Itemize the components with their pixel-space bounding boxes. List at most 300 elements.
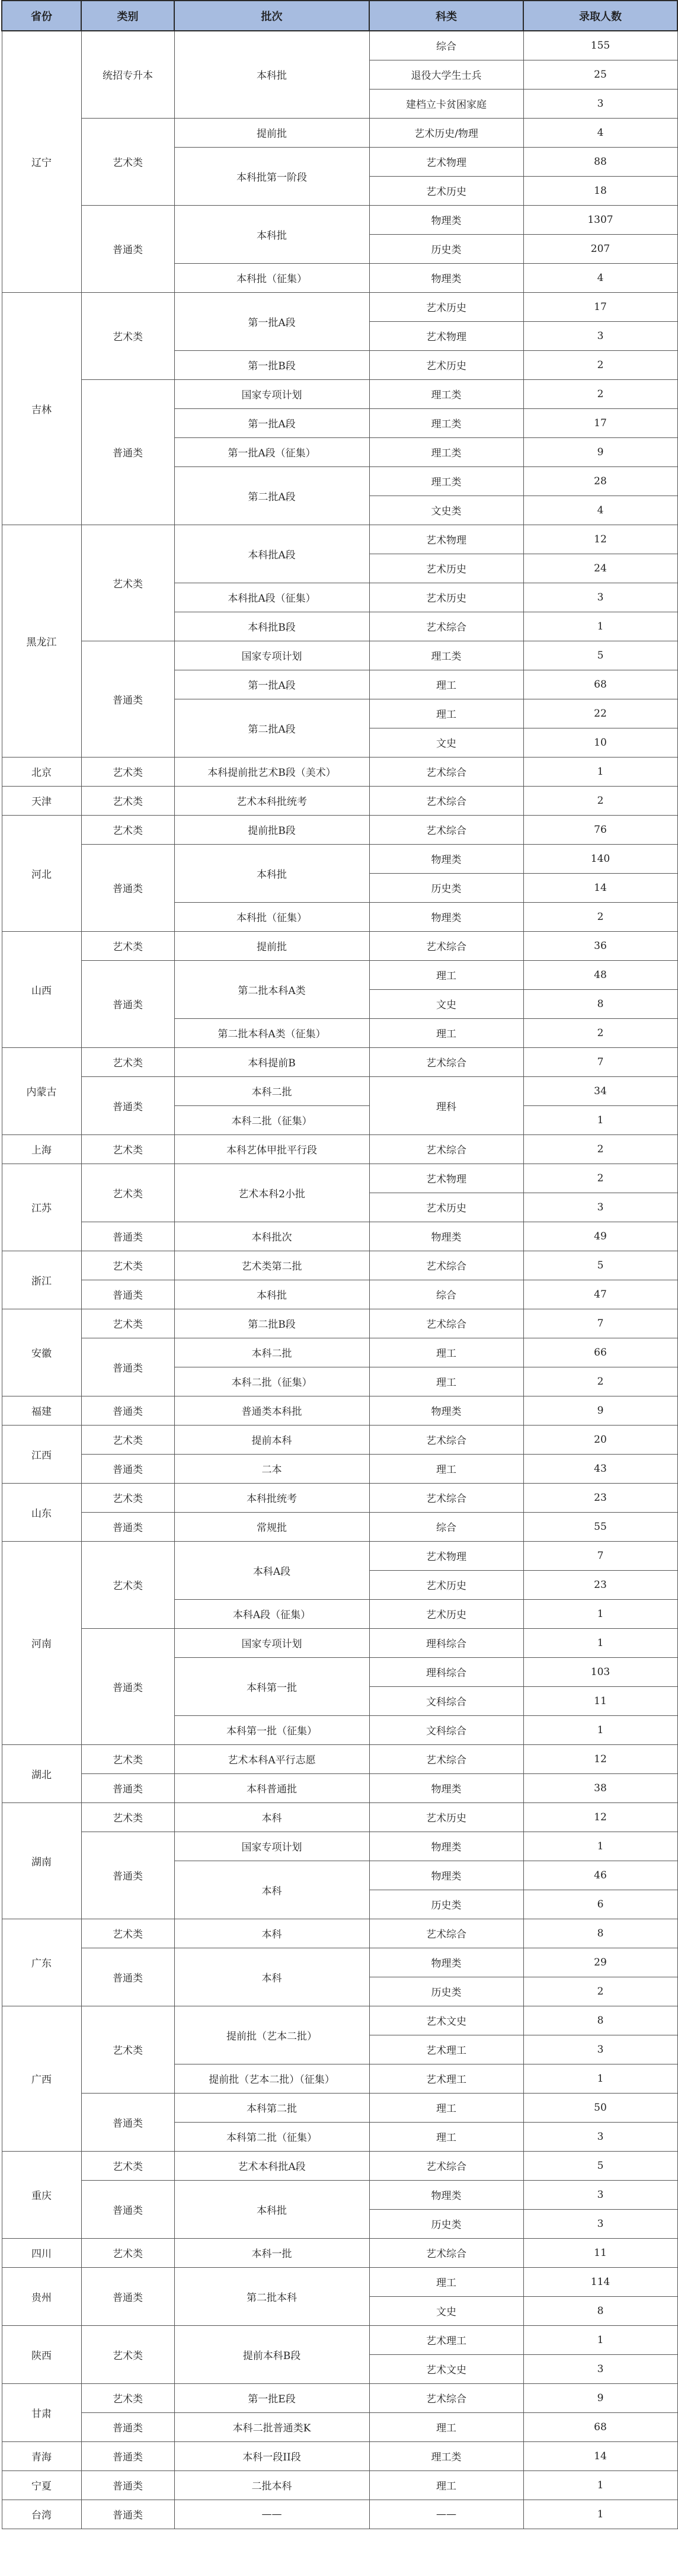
batch-cell: 本科 [174,1948,369,2006]
subject-cell: 物理类 [369,1222,523,1251]
count-cell: 3 [523,321,677,350]
table-row [2,2238,677,2267]
table-row [2,1280,677,1309]
subject-cell: 艺术综合 [369,2151,523,2180]
count-cell: 5 [523,2151,677,2180]
table-row [2,1832,677,1861]
batch-cell: 本科 [174,1919,369,1948]
subject-cell: 退役大学生士兵 [369,60,523,89]
batch-cell: 提前批 [174,118,369,147]
count-cell: 7 [523,1309,677,1338]
province-cell: 福建 [2,1396,81,1425]
count-cell: 68 [523,2412,677,2441]
category-cell: 普通类 [81,2441,174,2470]
count-cell: 28 [523,466,677,496]
category-cell: 普通类 [81,2500,174,2529]
subject-cell: 艺术综合 [369,786,523,815]
subject-cell: 文史 [369,989,523,1018]
subject-cell: 理工 [369,2267,523,2296]
table-row [2,379,677,408]
table-body [2,31,677,2529]
batch-cell: 第二批A段 [174,466,369,525]
subject-cell: 艺术物理 [369,147,523,176]
count-cell: 3 [523,2209,677,2238]
count-cell: 3 [523,89,677,118]
province-cell: 江苏 [2,1164,81,1251]
batch-cell: 本科批 [174,2180,369,2238]
province-cell: 台湾 [2,2500,81,2529]
subject-cell: 理工类 [369,2441,523,2470]
province-cell: 广东 [2,1919,81,2006]
count-cell: 2 [523,1977,677,2006]
category-cell: 艺术类 [81,2238,174,2267]
subject-cell: 理工类 [369,379,523,408]
batch-cell: 第一批B段 [174,350,369,379]
batch-cell: 本科二批 [174,1076,369,1105]
subject-cell: 艺术物理 [369,1164,523,1193]
batch-cell: 本科提前批艺术B段（美术） [174,757,369,786]
count-cell: 46 [523,1861,677,1890]
batch-cell: 本科批A段 [174,525,369,583]
subject-cell: 理工 [369,2470,523,2500]
subject-cell: 艺术综合 [369,757,523,786]
subject-cell: 艺术历史 [369,176,523,205]
batch-cell: 本科普通批 [174,1773,369,1802]
batch-cell: 提前批（艺本二批）（征集） [174,2064,369,2093]
count-cell: 24 [523,554,677,583]
category-cell: 艺术类 [81,1483,174,1512]
batch-cell: 本科艺体甲批平行段 [174,1134,369,1164]
table-row [2,1425,677,1454]
subject-cell: 艺术文史 [369,2354,523,2383]
header-batch: 批次 [174,1,369,31]
count-cell: 103 [523,1657,677,1686]
batch-cell: 本科批 [174,31,369,118]
table-row [2,292,677,321]
province-cell: 广西 [2,2006,81,2151]
subject-cell: 艺术综合 [369,612,523,641]
batch-cell: 普通类本科批 [174,1396,369,1425]
province-cell: 贵州 [2,2267,81,2325]
count-cell: 12 [523,1802,677,1832]
table-row [2,31,677,60]
subject-cell: 艺术综合 [369,1309,523,1338]
subject-cell: 理工 [369,670,523,699]
admission-table [1,0,678,2529]
count-cell: 2 [523,1018,677,1047]
category-cell: 艺术类 [81,1164,174,1222]
subject-cell: 艺术综合 [369,1251,523,1280]
count-cell: 8 [523,2006,677,2035]
category-cell: 艺术类 [81,1134,174,1164]
count-cell: 3 [523,2180,677,2209]
table-row [2,1773,677,1802]
subject-cell: 艺术综合 [369,2383,523,2412]
count-cell: 18 [523,176,677,205]
table-row [2,2093,677,2122]
table-row [2,2500,677,2529]
batch-cell: 本科A段 [174,1541,369,1599]
category-cell: 艺术类 [81,815,174,844]
table-row [2,1338,677,1367]
category-cell: 普通类 [81,1454,174,1483]
province-cell: 湖南 [2,1802,81,1919]
count-cell: 17 [523,408,677,437]
category-cell: 普通类 [81,2093,174,2151]
table-row [2,1628,677,1657]
subject-cell: 理工 [369,1454,523,1483]
subject-cell: 艺术物理 [369,525,523,554]
category-cell: 艺术类 [81,1744,174,1773]
subject-cell: 艺术历史 [369,292,523,321]
table-row [2,1396,677,1425]
batch-cell: 常规批 [174,1512,369,1541]
category-cell: 艺术类 [81,1309,174,1338]
subject-cell: 艺术理工 [369,2064,523,2093]
subject-cell: 艺术综合 [369,1134,523,1164]
count-cell: 49 [523,1222,677,1251]
table-row [2,844,677,873]
table-row [2,1483,677,1512]
subject-cell: 艺术历史 [369,1193,523,1222]
category-cell: 普通类 [81,844,174,931]
count-cell: 38 [523,1773,677,1802]
count-cell: 1 [523,2325,677,2354]
subject-cell: 艺术理工 [369,2325,523,2354]
batch-cell: 第一批A段 [174,670,369,699]
count-cell: 9 [523,2383,677,2412]
province-cell: 江西 [2,1425,81,1483]
province-cell: 天津 [2,786,81,815]
category-cell: 普通类 [81,2267,174,2325]
table-row [2,205,677,234]
count-cell: 4 [523,496,677,525]
batch-cell: 本科A段（征集） [174,1599,369,1628]
batch-cell: 本科批A段（征集） [174,583,369,612]
category-cell: 艺术类 [81,1802,174,1832]
count-cell: 1 [523,1628,677,1657]
table-row [2,2151,677,2180]
count-cell: 55 [523,1512,677,1541]
count-cell: 10 [523,728,677,757]
province-cell: 河南 [2,1541,81,1744]
table-row [2,1076,677,1105]
category-cell: 普通类 [81,960,174,1047]
batch-cell: 本科二批（征集） [174,1367,369,1396]
subject-cell: 物理类 [369,1948,523,1977]
subject-cell: 文科综合 [369,1686,523,1715]
count-cell: 68 [523,670,677,699]
batch-cell: 本科一批 [174,2238,369,2267]
category-cell: 普通类 [81,1280,174,1309]
count-cell: 20 [523,1425,677,1454]
table-row [2,1047,677,1076]
subject-cell: 理工类 [369,408,523,437]
province-cell: 湖北 [2,1744,81,1802]
province-cell: 陕西 [2,2325,81,2383]
table-row [2,1919,677,1948]
province-cell: 山东 [2,1483,81,1541]
count-cell: 1 [523,1599,677,1628]
count-cell: 1 [523,2064,677,2093]
table-row [2,960,677,989]
province-cell: 宁夏 [2,2470,81,2500]
category-cell: 艺术类 [81,786,174,815]
batch-cell: 第二批本科 [174,2267,369,2325]
category-cell: 艺术类 [81,2325,174,2383]
batch-cell: 本科批B段 [174,612,369,641]
batch-cell: 提前批（艺本二批） [174,2006,369,2064]
count-cell: 12 [523,1744,677,1773]
category-cell: 艺术类 [81,1251,174,1280]
subject-cell: 历史类 [369,1977,523,2006]
batch-cell: 二本 [174,1454,369,1483]
count-cell: 2 [523,1367,677,1396]
table-row [2,2006,677,2035]
count-cell: 2 [523,1164,677,1193]
province-cell: 河北 [2,815,81,931]
subject-cell: 文科综合 [369,1715,523,1744]
count-cell: 5 [523,641,677,670]
subject-cell: 理工 [369,1018,523,1047]
batch-cell: 本科批统考 [174,1483,369,1512]
subject-cell: 艺术物理 [369,1541,523,1570]
count-cell: 114 [523,2267,677,2296]
subject-cell: 理工 [369,1338,523,1367]
batch-cell: 第一批A段（征集） [174,437,369,466]
subject-cell: 文史类 [369,496,523,525]
count-cell: 17 [523,292,677,321]
subject-cell: 艺术综合 [369,815,523,844]
table-row [2,2180,677,2209]
table-row [2,786,677,815]
count-cell: 5 [523,1251,677,1280]
admission-table-container [1,0,677,2529]
subject-cell: 艺术历史/物理 [369,118,523,147]
batch-cell: 国家专项计划 [174,379,369,408]
count-cell: 50 [523,2093,677,2122]
subject-cell: 综合 [369,31,523,60]
batch-cell: 第二批本科A类（征集） [174,1018,369,1047]
count-cell: 2 [523,1134,677,1164]
subject-cell: 物理类 [369,2180,523,2209]
count-cell: 48 [523,960,677,989]
subject-cell: 历史类 [369,2209,523,2238]
count-cell: 2 [523,379,677,408]
province-cell: 四川 [2,2238,81,2267]
subject-cell: —— [369,2500,523,2529]
table-row [2,2412,677,2441]
subject-cell: 理科综合 [369,1628,523,1657]
subject-cell: 理工 [369,2093,523,2122]
batch-cell: 本科 [174,1861,369,1919]
count-cell: 4 [523,263,677,292]
count-cell: 140 [523,844,677,873]
batch-cell: 国家专项计划 [174,1832,369,1861]
batch-cell: 提前本科 [174,1425,369,1454]
count-cell: 25 [523,60,677,89]
batch-cell: 艺术本科A平行志愿 [174,1744,369,1773]
count-cell: 2 [523,786,677,815]
subject-cell: 艺术历史 [369,1802,523,1832]
subject-cell: 物理类 [369,1861,523,1890]
subject-cell: 艺术历史 [369,583,523,612]
subject-cell: 物理类 [369,205,523,234]
count-cell: 4 [523,118,677,147]
table-row [2,2325,677,2354]
category-cell: 普通类 [81,641,174,757]
count-cell: 7 [523,1047,677,1076]
category-cell: 艺术类 [81,931,174,960]
province-cell: 重庆 [2,2151,81,2238]
subject-cell: 艺术综合 [369,1425,523,1454]
subject-cell: 综合 [369,1512,523,1541]
category-cell: 普通类 [81,1512,174,1541]
subject-cell: 艺术综合 [369,931,523,960]
count-cell: 14 [523,2441,677,2470]
batch-cell: 本科 [174,1802,369,1832]
province-cell: 吉林 [2,292,81,525]
province-cell: 安徽 [2,1309,81,1396]
count-cell: 1 [523,2470,677,2500]
subject-cell: 理科综合 [369,1657,523,1686]
count-cell: 8 [523,2296,677,2325]
subject-cell: 物理类 [369,844,523,873]
category-cell: 艺术类 [81,2006,174,2093]
province-cell: 甘肃 [2,2383,81,2441]
category-cell: 普通类 [81,205,174,292]
category-cell: 普通类 [81,1628,174,1744]
subject-cell: 综合 [369,1280,523,1309]
province-cell: 黑龙江 [2,525,81,757]
category-cell: 艺术类 [81,2383,174,2412]
count-cell: 36 [523,931,677,960]
subject-cell: 理工 [369,2122,523,2151]
count-cell: 47 [523,1280,677,1309]
count-cell: 2 [523,350,677,379]
batch-cell: 第二批本科A类 [174,960,369,1018]
table-row [2,1251,677,1280]
count-cell: 3 [523,2122,677,2151]
count-cell: 1 [523,1105,677,1134]
table-row [2,1512,677,1541]
category-cell: 艺术类 [81,1919,174,1948]
subject-cell: 理工 [369,2412,523,2441]
table-row [2,1309,677,1338]
category-cell: 普通类 [81,1773,174,1802]
subject-cell: 艺术综合 [369,1047,523,1076]
batch-cell: 本科第二批（征集） [174,2122,369,2151]
count-cell: 43 [523,1454,677,1483]
count-cell: 9 [523,1396,677,1425]
table-row [2,2441,677,2470]
category-cell: 艺术类 [81,1047,174,1076]
count-cell: 6 [523,1890,677,1919]
table-row [2,1134,677,1164]
batch-cell: 艺术本科批统考 [174,786,369,815]
count-cell: 9 [523,437,677,466]
table-row [2,1164,677,1193]
header-count: 录取人数 [523,1,677,31]
batch-cell: 二批本科 [174,2470,369,2500]
subject-cell: 艺术历史 [369,1599,523,1628]
subject-cell: 艺术文史 [369,2006,523,2035]
subject-cell: 理工类 [369,641,523,670]
batch-cell: 本科批 [174,844,369,902]
count-cell: 29 [523,1948,677,1977]
subject-cell: 艺术理工 [369,2035,523,2064]
subject-cell: 文史 [369,728,523,757]
batch-cell: 国家专项计划 [174,641,369,670]
header-province: 省份 [2,1,81,31]
batch-cell: 本科二批 [174,1338,369,1367]
batch-cell: 本科第一批（征集） [174,1715,369,1744]
table-row [2,1802,677,1832]
table-row [2,525,677,554]
batch-cell: 第二批B段 [174,1309,369,1338]
subject-cell: 艺术综合 [369,1744,523,1773]
batch-cell: 第二批A段 [174,699,369,757]
province-cell: 上海 [2,1134,81,1164]
count-cell: 1 [523,2500,677,2529]
province-cell: 浙江 [2,1251,81,1309]
subject-cell: 历史类 [369,1890,523,1919]
subject-cell: 物理类 [369,1832,523,1861]
table-row [2,1222,677,1251]
province-cell: 青海 [2,2441,81,2470]
batch-cell: 本科第二批 [174,2093,369,2122]
subject-cell: 理科 [369,1076,523,1134]
count-cell: 76 [523,815,677,844]
count-cell: 2 [523,902,677,931]
count-cell: 22 [523,699,677,728]
table-row [2,2383,677,2412]
category-cell: 艺术类 [81,1541,174,1628]
table-row [2,2470,677,2500]
category-cell: 普通类 [81,379,174,525]
count-cell: 11 [523,1686,677,1715]
province-cell: 山西 [2,931,81,1047]
subject-cell: 艺术物理 [369,321,523,350]
category-cell: 普通类 [81,1076,174,1134]
batch-cell: 第一批A段 [174,292,369,350]
header-row [2,1,677,31]
count-cell: 3 [523,2035,677,2064]
category-cell: 艺术类 [81,757,174,786]
batch-cell: 本科二批（征集） [174,1105,369,1134]
subject-cell: 艺术综合 [369,2238,523,2267]
batch-cell: 本科一段II段 [174,2441,369,2470]
header-category: 类别 [81,1,174,31]
subject-cell: 理工 [369,699,523,728]
batch-cell: —— [174,2500,369,2529]
count-cell: 3 [523,1193,677,1222]
category-cell: 艺术类 [81,1425,174,1454]
category-cell: 普通类 [81,2180,174,2238]
count-cell: 23 [523,1570,677,1599]
category-cell: 普通类 [81,1832,174,1919]
table-row [2,2267,677,2296]
batch-cell: 提前本科B段 [174,2325,369,2383]
batch-cell: 本科批（征集） [174,263,369,292]
batch-cell: 国家专项计划 [174,1628,369,1657]
category-cell: 普通类 [81,1338,174,1396]
subject-cell: 艺术历史 [369,350,523,379]
count-cell: 34 [523,1076,677,1105]
count-cell: 1 [523,757,677,786]
table-row [2,757,677,786]
table-row [2,118,677,147]
